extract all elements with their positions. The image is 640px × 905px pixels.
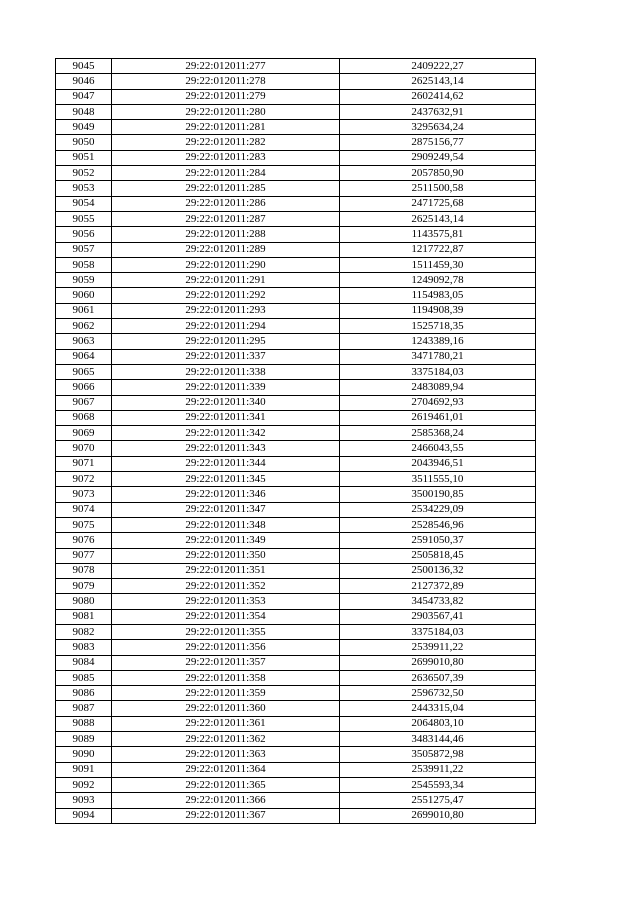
table-row — [56, 59, 536, 74]
table-row — [56, 793, 536, 808]
table-row — [56, 563, 536, 578]
table-row — [56, 456, 536, 471]
cadastral-value-cell: 3511555,10 — [340, 472, 536, 487]
cadastral-value-cell: 3295634,24 — [340, 120, 536, 135]
cadastral-value-cell: 2875156,77 — [340, 135, 536, 150]
table-row — [56, 517, 536, 532]
cadastral-value-cell: 2437632,91 — [340, 104, 536, 119]
table-row — [56, 579, 536, 594]
row-number-cell: 9059 — [56, 273, 112, 288]
cadastral-value-cell: 2704692,93 — [340, 395, 536, 410]
cadastral-number-cell: 29:22:012011:344 — [112, 456, 340, 471]
table-row — [56, 196, 536, 211]
cadastral-value-cell: 1511459,30 — [340, 257, 536, 272]
cadastral-value-cell: 2903567,41 — [340, 609, 536, 624]
table-row — [56, 808, 536, 823]
cadastral-value-cell: 2511500,58 — [340, 181, 536, 196]
table-row — [56, 716, 536, 731]
cadastral-number-cell: 29:22:012011:290 — [112, 257, 340, 272]
cadastral-value-cell: 2625143,14 — [340, 74, 536, 89]
cadastral-number-cell: 29:22:012011:285 — [112, 181, 340, 196]
table-row — [56, 89, 536, 104]
cadastral-number-cell: 29:22:012011:350 — [112, 548, 340, 563]
cadastral-number-cell: 29:22:012011:283 — [112, 150, 340, 165]
cadastral-value-cell: 1217722,87 — [340, 242, 536, 257]
cadastral-number-cell: 29:22:012011:293 — [112, 303, 340, 318]
table-row — [56, 533, 536, 548]
cadastral-value-cell: 2443315,04 — [340, 701, 536, 716]
row-number-cell: 9077 — [56, 548, 112, 563]
cadastral-number-cell: 29:22:012011:342 — [112, 426, 340, 441]
cadastral-number-cell: 29:22:012011:354 — [112, 609, 340, 624]
table-row — [56, 273, 536, 288]
row-number-cell: 9052 — [56, 166, 112, 181]
cadastral-number-cell: 29:22:012011:352 — [112, 579, 340, 594]
cadastral-value-cell: 1154983,05 — [340, 288, 536, 303]
cadastral-value-cell: 2064803,10 — [340, 716, 536, 731]
cadastral-number-cell: 29:22:012011:281 — [112, 120, 340, 135]
table-row — [56, 732, 536, 747]
cadastral-number-cell: 29:22:012011:349 — [112, 533, 340, 548]
row-number-cell: 9073 — [56, 487, 112, 502]
table-row — [56, 609, 536, 624]
row-number-cell: 9055 — [56, 211, 112, 226]
cadastral-number-cell: 29:22:012011:292 — [112, 288, 340, 303]
cadastral-number-cell: 29:22:012011:353 — [112, 594, 340, 609]
cadastral-number-cell: 29:22:012011:362 — [112, 732, 340, 747]
table-row — [56, 395, 536, 410]
row-number-cell: 9056 — [56, 227, 112, 242]
cadastral-number-cell: 29:22:012011:278 — [112, 74, 340, 89]
row-number-cell: 9053 — [56, 181, 112, 196]
row-number-cell: 9088 — [56, 716, 112, 731]
row-number-cell: 9084 — [56, 655, 112, 670]
cadastral-number-cell: 29:22:012011:358 — [112, 670, 340, 685]
row-number-cell: 9075 — [56, 517, 112, 532]
cadastral-value-cell: 2505818,45 — [340, 548, 536, 563]
table-row — [56, 686, 536, 701]
table-row — [56, 242, 536, 257]
row-number-cell: 9090 — [56, 747, 112, 762]
cadastral-number-cell: 29:22:012011:340 — [112, 395, 340, 410]
row-number-cell: 9086 — [56, 686, 112, 701]
row-number-cell: 9054 — [56, 196, 112, 211]
cadastral-number-cell: 29:22:012011:361 — [112, 716, 340, 731]
row-number-cell: 9083 — [56, 640, 112, 655]
row-number-cell: 9067 — [56, 395, 112, 410]
table-row — [56, 640, 536, 655]
table-row — [56, 762, 536, 777]
table-row — [56, 364, 536, 379]
table-row — [56, 502, 536, 517]
cadastral-number-cell: 29:22:012011:355 — [112, 624, 340, 639]
cadastral-value-cell: 2409222,27 — [340, 59, 536, 74]
row-number-cell: 9065 — [56, 364, 112, 379]
row-number-cell: 9057 — [56, 242, 112, 257]
cadastral-value-cell: 3505872,98 — [340, 747, 536, 762]
cadastral-value-cell: 2596732,50 — [340, 686, 536, 701]
cadastral-number-cell: 29:22:012011:351 — [112, 563, 340, 578]
cadastral-value-cell: 3500190,85 — [340, 487, 536, 502]
row-number-cell: 9060 — [56, 288, 112, 303]
cadastral-value-cell: 1525718,35 — [340, 319, 536, 334]
cadastral-number-cell: 29:22:012011:360 — [112, 701, 340, 716]
cadastral-value-cell: 2619461,01 — [340, 410, 536, 425]
cadastral-number-cell: 29:22:012011:287 — [112, 211, 340, 226]
table-row — [56, 303, 536, 318]
table-row — [56, 380, 536, 395]
cadastral-number-cell: 29:22:012011:289 — [112, 242, 340, 257]
cadastral-number-cell: 29:22:012011:343 — [112, 441, 340, 456]
table-row — [56, 777, 536, 792]
table-row — [56, 701, 536, 716]
cadastral-value-cell: 2909249,54 — [340, 150, 536, 165]
cadastral-number-cell: 29:22:012011:291 — [112, 273, 340, 288]
cadastral-value-cell: 2466043,55 — [340, 441, 536, 456]
cadastral-value-cell: 3375184,03 — [340, 364, 536, 379]
cadastral-value-cell: 2625143,14 — [340, 211, 536, 226]
table-row — [56, 288, 536, 303]
cadastral-value-cell: 2483089,94 — [340, 380, 536, 395]
row-number-cell: 9094 — [56, 808, 112, 823]
cadastral-value-cell: 2545593,34 — [340, 777, 536, 792]
cadastral-value-cell: 1143575,81 — [340, 227, 536, 242]
row-number-cell: 9076 — [56, 533, 112, 548]
cadastral-number-cell: 29:22:012011:288 — [112, 227, 340, 242]
row-number-cell: 9080 — [56, 594, 112, 609]
cadastral-value-cell: 2057850,90 — [340, 166, 536, 181]
row-number-cell: 9069 — [56, 426, 112, 441]
cadastral-number-cell: 29:22:012011:357 — [112, 655, 340, 670]
row-number-cell: 9050 — [56, 135, 112, 150]
cadastral-value-cell: 2534229,09 — [340, 502, 536, 517]
cadastral-number-cell: 29:22:012011:345 — [112, 472, 340, 487]
row-number-cell: 9046 — [56, 74, 112, 89]
cadastral-value-cell: 2585368,24 — [340, 426, 536, 441]
table-row — [56, 624, 536, 639]
table-row — [56, 211, 536, 226]
table-row — [56, 74, 536, 89]
table-row — [56, 181, 536, 196]
row-number-cell: 9063 — [56, 334, 112, 349]
cadastral-number-cell: 29:22:012011:365 — [112, 777, 340, 792]
table-row — [56, 594, 536, 609]
cadastral-number-cell: 29:22:012011:337 — [112, 349, 340, 364]
table-row — [56, 166, 536, 181]
cadastral-number-cell: 29:22:012011:364 — [112, 762, 340, 777]
row-number-cell: 9093 — [56, 793, 112, 808]
table-row — [56, 227, 536, 242]
cadastral-number-cell: 29:22:012011:356 — [112, 640, 340, 655]
cadastral-value-cell: 2539911,22 — [340, 762, 536, 777]
table-row — [56, 150, 536, 165]
cadastral-number-cell: 29:22:012011:295 — [112, 334, 340, 349]
table-row — [56, 410, 536, 425]
cadastral-number-cell: 29:22:012011:280 — [112, 104, 340, 119]
cadastral-number-cell: 29:22:012011:339 — [112, 380, 340, 395]
table-row — [56, 257, 536, 272]
cadastral-value-cell: 3483144,46 — [340, 732, 536, 747]
table-row — [56, 441, 536, 456]
cadastral-number-cell: 29:22:012011:338 — [112, 364, 340, 379]
table-body — [56, 59, 536, 824]
cadastral-value-cell: 1249092,78 — [340, 273, 536, 288]
row-number-cell: 9085 — [56, 670, 112, 685]
cadastral-value-table — [55, 58, 536, 824]
row-number-cell: 9089 — [56, 732, 112, 747]
row-number-cell: 9058 — [56, 257, 112, 272]
cadastral-value-cell: 2699010,80 — [340, 808, 536, 823]
cadastral-number-cell: 29:22:012011:277 — [112, 59, 340, 74]
cadastral-number-cell: 29:22:012011:294 — [112, 319, 340, 334]
table-row — [56, 670, 536, 685]
cadastral-value-cell: 2551275,47 — [340, 793, 536, 808]
row-number-cell: 9082 — [56, 624, 112, 639]
cadastral-number-cell: 29:22:012011:359 — [112, 686, 340, 701]
row-number-cell: 9091 — [56, 762, 112, 777]
cadastral-number-cell: 29:22:012011:347 — [112, 502, 340, 517]
cadastral-value-cell: 2591050,37 — [340, 533, 536, 548]
cadastral-number-cell: 29:22:012011:282 — [112, 135, 340, 150]
cadastral-value-cell: 3471780,21 — [340, 349, 536, 364]
cadastral-value-cell: 2539911,22 — [340, 640, 536, 655]
table-row — [56, 426, 536, 441]
row-number-cell: 9092 — [56, 777, 112, 792]
row-number-cell: 9048 — [56, 104, 112, 119]
row-number-cell: 9068 — [56, 410, 112, 425]
cadastral-value-cell: 2636507,39 — [340, 670, 536, 685]
cadastral-value-cell: 2471725,68 — [340, 196, 536, 211]
cadastral-value-cell: 2500136,32 — [340, 563, 536, 578]
row-number-cell: 9078 — [56, 563, 112, 578]
row-number-cell: 9045 — [56, 59, 112, 74]
table-row — [56, 319, 536, 334]
table-row — [56, 548, 536, 563]
row-number-cell: 9081 — [56, 609, 112, 624]
table-row — [56, 120, 536, 135]
cadastral-value-cell: 2602414,62 — [340, 89, 536, 104]
row-number-cell: 9074 — [56, 502, 112, 517]
cadastral-value-cell: 3454733,82 — [340, 594, 536, 609]
cadastral-number-cell: 29:22:012011:363 — [112, 747, 340, 762]
cadastral-value-cell: 2043946,51 — [340, 456, 536, 471]
table-row — [56, 487, 536, 502]
row-number-cell: 9071 — [56, 456, 112, 471]
cadastral-number-cell: 29:22:012011:286 — [112, 196, 340, 211]
row-number-cell: 9047 — [56, 89, 112, 104]
row-number-cell: 9079 — [56, 579, 112, 594]
row-number-cell: 9064 — [56, 349, 112, 364]
table-row — [56, 747, 536, 762]
row-number-cell: 9087 — [56, 701, 112, 716]
row-number-cell: 9051 — [56, 150, 112, 165]
cadastral-value-cell: 2699010,80 — [340, 655, 536, 670]
table-row — [56, 104, 536, 119]
table-row — [56, 135, 536, 150]
cadastral-number-cell: 29:22:012011:366 — [112, 793, 340, 808]
table-row — [56, 655, 536, 670]
row-number-cell: 9072 — [56, 472, 112, 487]
table-row — [56, 349, 536, 364]
table-row — [56, 472, 536, 487]
row-number-cell: 9049 — [56, 120, 112, 135]
cadastral-value-cell: 3375184,03 — [340, 624, 536, 639]
cadastral-number-cell: 29:22:012011:346 — [112, 487, 340, 502]
cadastral-value-cell: 2528546,96 — [340, 517, 536, 532]
cadastral-number-cell: 29:22:012011:279 — [112, 89, 340, 104]
row-number-cell: 9070 — [56, 441, 112, 456]
cadastral-value-cell: 2127372,89 — [340, 579, 536, 594]
cadastral-number-cell: 29:22:012011:284 — [112, 166, 340, 181]
cadastral-number-cell: 29:22:012011:367 — [112, 808, 340, 823]
row-number-cell: 9062 — [56, 319, 112, 334]
row-number-cell: 9061 — [56, 303, 112, 318]
cadastral-number-cell: 29:22:012011:348 — [112, 517, 340, 532]
cadastral-number-cell: 29:22:012011:341 — [112, 410, 340, 425]
cadastral-value-cell: 1194908,39 — [340, 303, 536, 318]
cadastral-value-cell: 1243389,16 — [340, 334, 536, 349]
row-number-cell: 9066 — [56, 380, 112, 395]
table-row — [56, 334, 536, 349]
